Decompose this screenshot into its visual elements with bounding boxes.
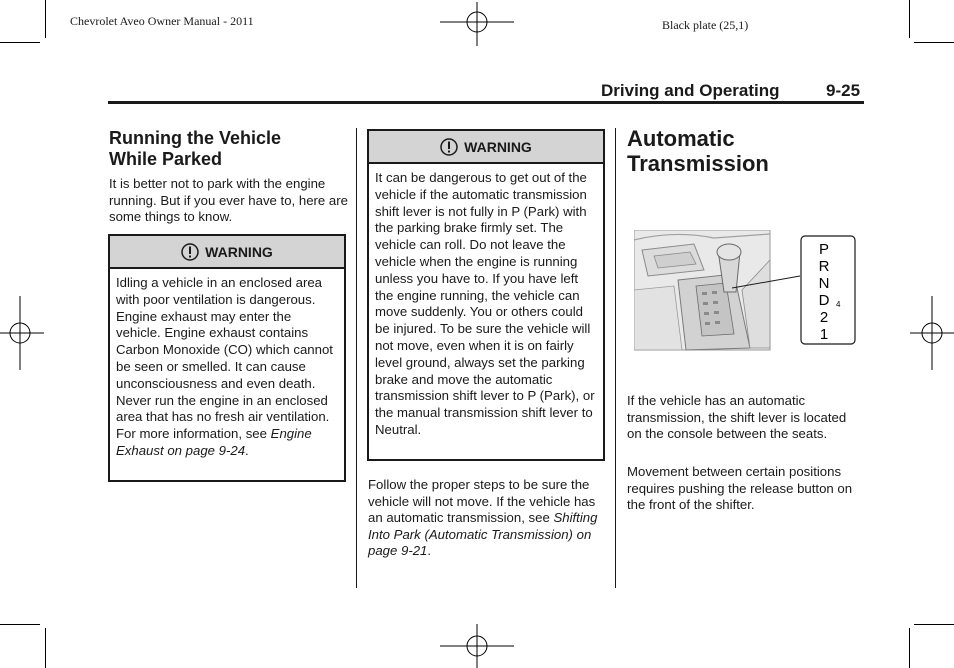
header-rule: [108, 101, 864, 104]
section-title: Driving and Operating: [601, 81, 780, 100]
column-divider: [615, 128, 616, 588]
registration-target-right: [910, 296, 954, 370]
crop-mark: [914, 624, 954, 625]
cross-reference-link[interactable]: Engine Exhaust on page 9-24: [116, 426, 312, 458]
registration-target-left: [0, 296, 44, 370]
registration-target-top: [440, 2, 514, 46]
plate-label: Black plate (25,1): [662, 18, 749, 32]
warning-text: It can be dangerous to get out of the vehicle if the automatic transmission shift lever is not fully in P (Park) with the parking brake firmly set. The vehicle can roll. Do not leave the vehicle when the engine is running unless you have to. If you have left the engine running, the vehicle can move suddenly. You or others could be injured. To be sure the vehicle will not move, even when it is on fairly level ground, always set the parking brake and move the automatic transmission shift lever to P (Park), or the manual transmission shift lever to Neutral.: [375, 170, 595, 437]
warning-box-exhaust: [108, 234, 346, 482]
page-number: 9-25: [826, 81, 861, 100]
warning-label: WARNING: [464, 138, 532, 155]
gear-label-1: 1: [819, 326, 829, 343]
crop-mark: [909, 628, 910, 668]
crop-mark: [45, 0, 46, 38]
heading-running-vehicle-parked: Running the Vehicle While Parked: [109, 128, 282, 169]
warning-header: [110, 236, 344, 269]
crop-mark: [914, 42, 954, 43]
gear-label-n: N: [818, 275, 830, 292]
warning-header: [369, 131, 603, 164]
gear-label-d-sub: 4: [836, 300, 841, 309]
gear-label-r: R: [818, 258, 830, 275]
shift-lever-illustration: [634, 230, 856, 352]
warning-icon: [440, 138, 458, 156]
warning-icon: [181, 243, 199, 261]
manual-title: Chevrolet Aveo Owner Manual - 2011: [70, 14, 254, 28]
warning-label: WARNING: [205, 243, 273, 260]
heading-automatic-transmission: Automatic Transmission: [627, 126, 769, 176]
crop-mark: [0, 42, 40, 43]
warning-box-park: [367, 129, 605, 461]
registration-target-bottom: [440, 624, 514, 668]
crop-mark: [909, 0, 910, 38]
park-steps-paragraph: Follow the proper steps to be sure the vehicle will not move. If the vehicle has an automatic transmission, see Shifting Into Park (Automatic Transmission) on page 9-21.: [368, 477, 598, 558]
crop-mark: [0, 624, 40, 625]
gear-label-2: 2: [819, 309, 829, 326]
release-button-paragraph: Movement between certain positions requires pushing the release button on the front of the shifter.: [627, 464, 853, 512]
cross-reference-link[interactable]: Shifting Into Park (Automatic Transmission) on page 9-21: [368, 510, 598, 558]
gear-label-d: D: [818, 292, 830, 309]
crop-mark: [45, 628, 46, 668]
intro-paragraph: It is better not to park with the engine running. But if you ever have to, here are some things to know.: [109, 176, 348, 224]
column-divider: [356, 128, 357, 588]
gear-label-p: P: [818, 241, 830, 258]
shift-lever-location-paragraph: If the vehicle has an automatic transmission, the shift lever is located on the console between the seats.: [627, 393, 847, 441]
warning-text: Idling a vehicle in an enclosed area with poor ventilation is dangerous. Engine exhaust may enter the vehicle. Engine exhaust contains Carbon Monoxide (CO) which cannot be seen or smelled. It can cause unconsciousness and even death. Never run the engine in an enclosed area that has no fresh air ventilation. For more information, see Engine Exhaust on page 9-24.: [116, 275, 333, 458]
